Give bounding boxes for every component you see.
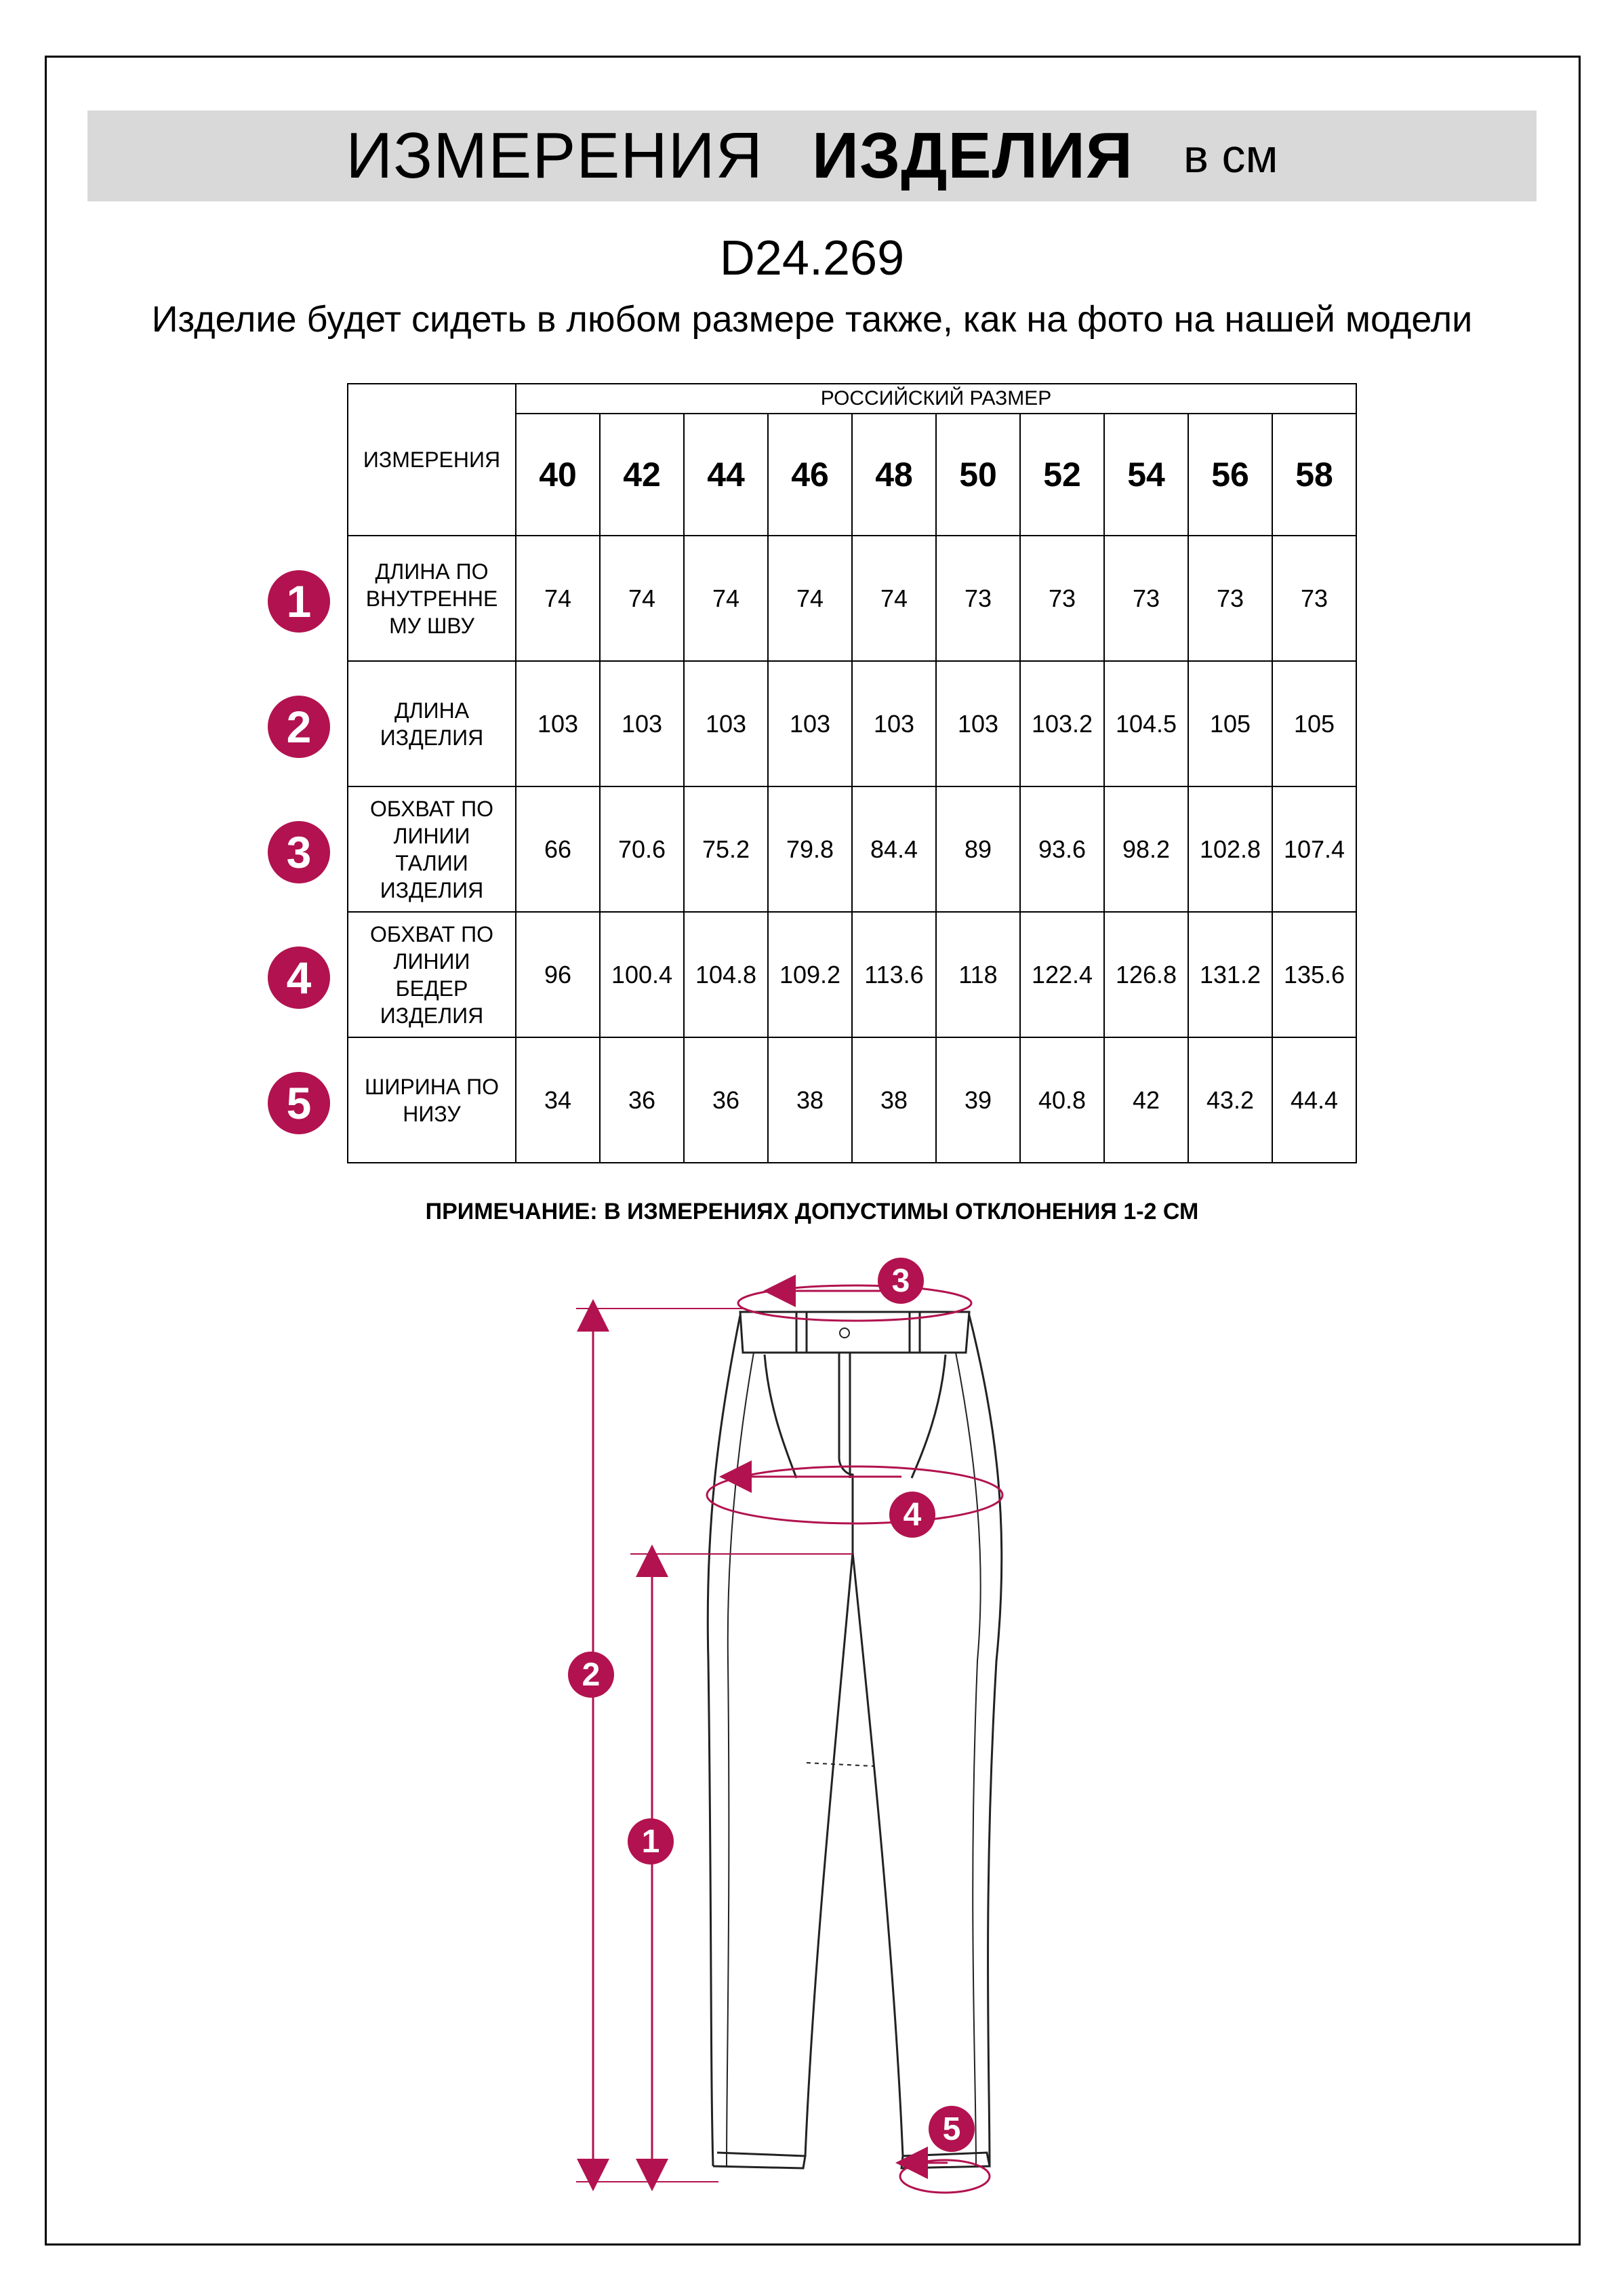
- value-cell: 44.4: [1272, 1037, 1356, 1163]
- fit-subtitle: Изделие будет сидеть в любом размере также, как на фото на нашей модели: [151, 299, 1473, 340]
- value-cell: 79.8: [768, 786, 852, 912]
- value-cell: 104.8: [684, 912, 768, 1037]
- value-cell: 74: [768, 536, 852, 661]
- measure-header: ИЗМЕРЕНИЯ: [348, 384, 516, 536]
- value-cell: 43.2: [1188, 1037, 1272, 1163]
- row-number-badge: 2: [268, 696, 330, 758]
- value-cell: 36: [684, 1037, 768, 1163]
- value-cell: 103: [852, 661, 936, 786]
- value-cell: 73: [936, 536, 1020, 661]
- value-cell: 70.6: [600, 786, 684, 912]
- marker-3-badge: 3: [878, 1258, 924, 1304]
- row-label-line: ИЗДЕЛИЯ: [380, 725, 484, 750]
- row-label-line: ТАЛИИ: [395, 850, 468, 875]
- size-header-cell: 52: [1020, 414, 1104, 536]
- size-header-cell: 56: [1188, 414, 1272, 536]
- value-cell: 98.2: [1104, 786, 1188, 912]
- row-label-line: ОБХВАТ ПО: [370, 796, 493, 821]
- row-label-line: БЕДЕР: [395, 976, 468, 1001]
- value-cell: 103: [768, 661, 852, 786]
- value-cell: 75.2: [684, 786, 768, 912]
- value-cell: 42: [1104, 1037, 1188, 1163]
- row-number-badge: 5: [268, 1072, 330, 1134]
- value-cell: 74: [852, 536, 936, 661]
- value-cell: 89: [936, 786, 1020, 912]
- size-header-cell: 40: [516, 414, 600, 536]
- value-cell: 103.2: [1020, 661, 1104, 786]
- row-number-badge: 3: [268, 821, 330, 883]
- value-cell: 131.2: [1188, 912, 1272, 1037]
- size-header-cell: 50: [936, 414, 1020, 536]
- value-cell: 36: [600, 1037, 684, 1163]
- row-label-line: ОБХВАТ ПО: [370, 921, 493, 946]
- value-cell: 103: [516, 661, 600, 786]
- size-header-cell: 44: [684, 414, 768, 536]
- value-cell: 104.5: [1104, 661, 1188, 786]
- value-cell: 74: [600, 536, 684, 661]
- value-cell: 103: [684, 661, 768, 786]
- value-cell: 38: [768, 1037, 852, 1163]
- trousers-outline: [708, 1312, 1002, 2168]
- title-bold: ИЗДЕЛИЯ: [812, 119, 1133, 192]
- row-label-line: ИЗДЕЛИЯ: [380, 877, 484, 902]
- value-cell: 38: [852, 1037, 936, 1163]
- row-number-badge: 4: [268, 946, 330, 1009]
- marker-1-badge: 1: [628, 1818, 674, 1864]
- row-label-line: ДЛИНА ПО: [375, 559, 489, 584]
- value-cell: 40.8: [1020, 1037, 1104, 1163]
- row-label-line: ШИРИНА ПО: [365, 1074, 499, 1099]
- value-cell: 73: [1020, 536, 1104, 661]
- row-label-line: ИЗДЕЛИЯ: [380, 1003, 484, 1028]
- row-label-line: ВНУТРЕННЕ: [365, 586, 498, 611]
- row-label-line: ДЛИНА: [394, 698, 470, 723]
- marker-2-badge: 2: [568, 1652, 614, 1698]
- value-cell: 93.6: [1020, 786, 1104, 912]
- value-cell: 122.4: [1020, 912, 1104, 1037]
- row-label-line: МУ ШВУ: [389, 613, 474, 638]
- row-label-line: ЛИНИИ: [393, 949, 470, 974]
- value-cell: 135.6: [1272, 912, 1356, 1037]
- size-header-cell: 48: [852, 414, 936, 536]
- size-header-cell: 42: [600, 414, 684, 536]
- value-cell: 126.8: [1104, 912, 1188, 1037]
- value-cell: 102.8: [1188, 786, 1272, 912]
- value-cell: 107.4: [1272, 786, 1356, 912]
- tolerance-note: ПРИМЕЧАНИЕ: В ИЗМЕРЕНИЯХ ДОПУСТИМЫ ОТКЛОНЕНИЯ 1-2 СМ: [425, 1199, 1199, 1224]
- value-cell: 103: [600, 661, 684, 786]
- value-cell: 118: [936, 912, 1020, 1037]
- marker-4-badge: 4: [889, 1492, 935, 1538]
- value-cell: 66: [516, 786, 600, 912]
- value-cell: 113.6: [852, 912, 936, 1037]
- value-cell: 39: [936, 1037, 1020, 1163]
- value-cell: 34: [516, 1037, 600, 1163]
- row-label-line: ЛИНИИ: [393, 823, 470, 848]
- marker-5-badge: 5: [929, 2106, 975, 2152]
- value-cell: 96: [516, 912, 600, 1037]
- size-header-cell: 46: [768, 414, 852, 536]
- value-cell: 73: [1272, 536, 1356, 661]
- value-cell: 103: [936, 661, 1020, 786]
- article-number: D24.269: [719, 231, 905, 285]
- value-cell: 109.2: [768, 912, 852, 1037]
- value-cell: 84.4: [852, 786, 936, 912]
- value-cell: 73: [1104, 536, 1188, 661]
- row-label-line: НИЗУ: [403, 1101, 461, 1126]
- value-cell: 105: [1272, 661, 1356, 786]
- size-header-cell: 54: [1104, 414, 1188, 536]
- size-group-header: РОССИЙСКИЙ РАЗМЕР: [516, 384, 1356, 414]
- title-regular: ИЗМЕРЕНИЯ: [346, 119, 763, 192]
- value-cell: 73: [1188, 536, 1272, 661]
- value-cell: 100.4: [600, 912, 684, 1037]
- value-cell: 74: [684, 536, 768, 661]
- title-unit: в см: [1183, 129, 1278, 182]
- size-header-cell: 58: [1272, 414, 1356, 536]
- value-cell: 74: [516, 536, 600, 661]
- row-number-badge: 1: [268, 570, 330, 633]
- value-cell: 105: [1188, 661, 1272, 786]
